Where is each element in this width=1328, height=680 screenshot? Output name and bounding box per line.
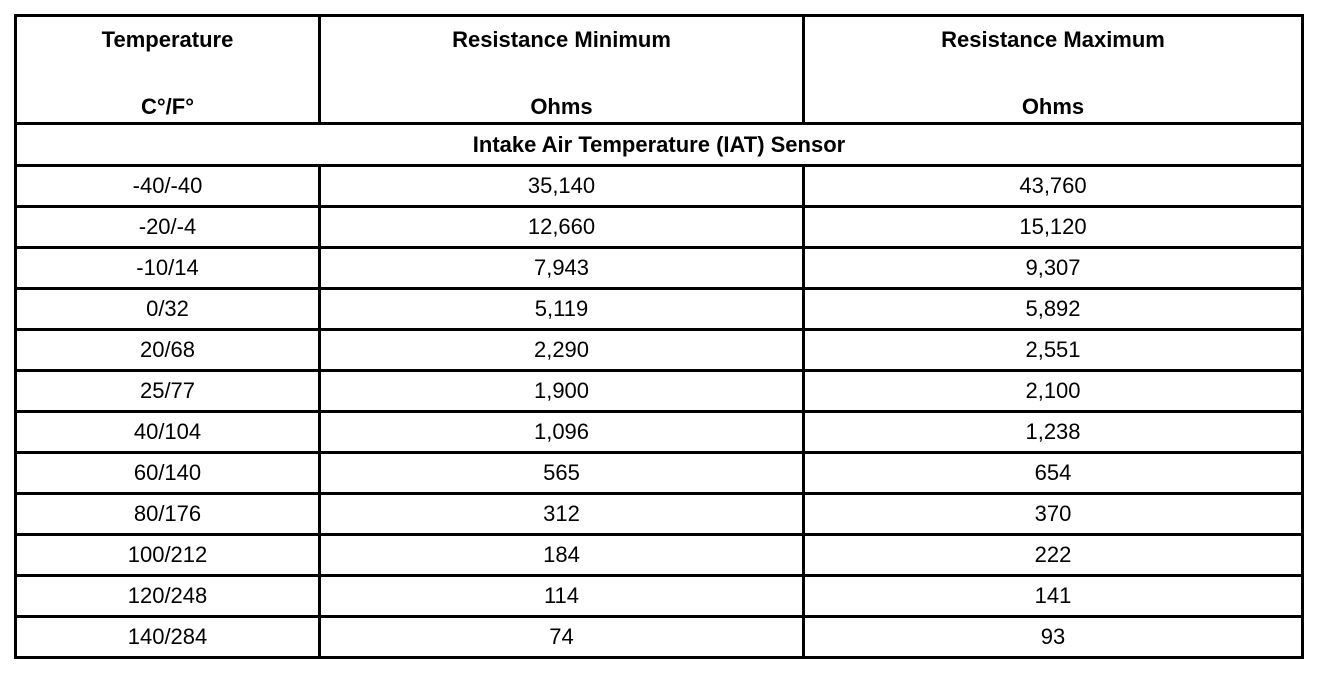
table-row: [16, 207, 1303, 248]
header-temperature-unit: C°/F°: [140, 94, 195, 119]
section-row: [16, 124, 1303, 166]
resistance-min-cell: 12,660: [320, 207, 804, 248]
table-row: [16, 576, 1303, 617]
resistance-min-cell: 7,943: [320, 248, 804, 289]
resistance-min-cell: 565: [320, 453, 804, 494]
table-row: [16, 248, 1303, 289]
temperature-cell: 40/104: [16, 412, 320, 453]
resistance-max-cell: 370: [804, 494, 1303, 535]
resistance-min-cell: 1,900: [320, 371, 804, 412]
resistance-max-cell: 15,120: [804, 207, 1303, 248]
resistance-min-cell: 5,119: [320, 289, 804, 330]
table-row: [16, 289, 1303, 330]
resistance-min-cell: 74: [320, 617, 804, 658]
table-row: [16, 535, 1303, 576]
header-temperature: [16, 16, 320, 124]
table-row: [16, 371, 1303, 412]
header-resistance-maximum-unit: Ohms: [1021, 94, 1085, 119]
temperature-cell: 20/68: [16, 330, 320, 371]
resistance-max-cell: 1,238: [804, 412, 1303, 453]
header-row: [16, 16, 1303, 124]
temperature-cell: 25/77: [16, 371, 320, 412]
iat-resistance-table: [14, 14, 1304, 659]
temperature-cell: 80/176: [16, 494, 320, 535]
resistance-max-cell: 43,760: [804, 166, 1303, 207]
resistance-min-cell: 184: [320, 535, 804, 576]
resistance-max-cell: 654: [804, 453, 1303, 494]
header-resistance-minimum-unit: Ohms: [530, 94, 593, 119]
resistance-max-cell: 9,307: [804, 248, 1303, 289]
resistance-max-cell: 2,100: [804, 371, 1303, 412]
resistance-min-cell: 114: [320, 576, 804, 617]
resistance-max-cell: 5,892: [804, 289, 1303, 330]
header-resistance-maximum-title: Resistance Maximum: [941, 27, 1165, 52]
resistance-min-cell: 2,290: [320, 330, 804, 371]
temperature-cell: -40/-40: [16, 166, 320, 207]
temperature-cell: 60/140: [16, 453, 320, 494]
temperature-cell: -20/-4: [16, 207, 320, 248]
temperature-cell: 140/284: [16, 617, 320, 658]
table-row: [16, 617, 1303, 658]
table-row: [16, 494, 1303, 535]
resistance-max-cell: 2,551: [804, 330, 1303, 371]
temperature-cell: -10/14: [16, 248, 320, 289]
section-title: Intake Air Temperature (IAT) Sensor: [16, 124, 1303, 166]
resistance-min-cell: 35,140: [320, 166, 804, 207]
header-resistance-maximum: [804, 16, 1303, 124]
temperature-cell: 120/248: [16, 576, 320, 617]
header-resistance-minimum-title: Resistance Minimum: [452, 27, 671, 52]
table-row: [16, 166, 1303, 207]
table-row: [16, 453, 1303, 494]
resistance-min-cell: 312: [320, 494, 804, 535]
resistance-max-cell: 141: [804, 576, 1303, 617]
header-temperature-title: Temperature: [101, 27, 234, 52]
temperature-cell: 100/212: [16, 535, 320, 576]
resistance-min-cell: 1,096: [320, 412, 804, 453]
temperature-cell: 0/32: [16, 289, 320, 330]
table-row: [16, 330, 1303, 371]
table-row: [16, 412, 1303, 453]
resistance-max-cell: 222: [804, 535, 1303, 576]
resistance-max-cell: 93: [804, 617, 1303, 658]
header-resistance-minimum: [320, 16, 804, 124]
table-body: [16, 124, 1303, 658]
